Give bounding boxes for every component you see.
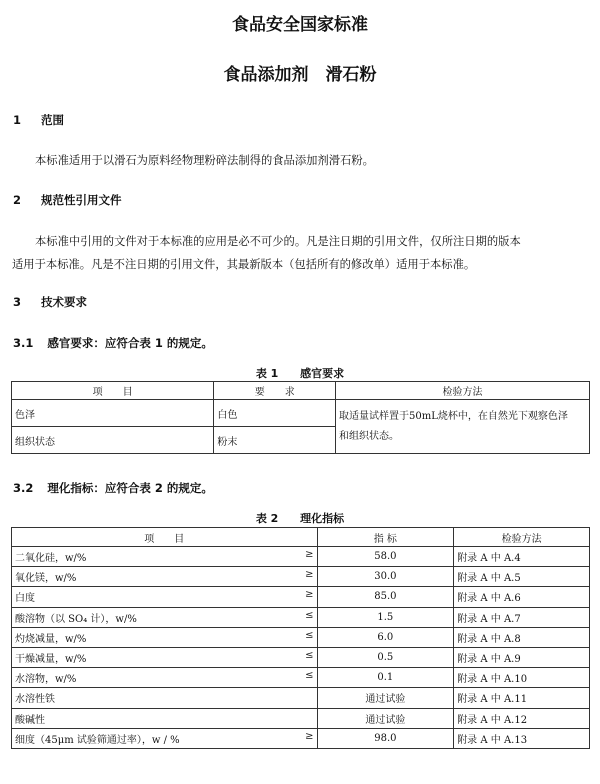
method-cell [336, 400, 590, 454]
table-row [12, 668, 590, 688]
table-2-caption [0, 510, 600, 526]
section-number: 2 [13, 193, 22, 207]
table-number: 表 2 [255, 512, 279, 525]
table-header-row [12, 528, 590, 547]
item-label: 灼烧减量，w/% [15, 633, 87, 645]
table-row [12, 708, 590, 728]
item-label: 酸溶物（以 SO₄ 计），w/% [15, 613, 137, 625]
table-2 [11, 527, 590, 749]
section-1-text: 本标准适用于以滑石为原料经物理粉碎法制得的食品添加剂滑石粉。 [35, 154, 374, 167]
item-label: 细度（45μm 试验筛通过率），w / % [15, 734, 180, 746]
section-number: 3.2 [13, 481, 34, 495]
section-title: 范围 [41, 113, 65, 127]
item-cell [12, 708, 318, 728]
item-cell [12, 627, 318, 647]
item-cell [12, 607, 318, 627]
method-cell: 附录 A 中 A.4 [454, 547, 590, 567]
item-label: 水溶性铁 [15, 694, 55, 706]
table-header-row [12, 382, 590, 400]
comparison-symbol: ≥ [305, 730, 314, 742]
section-number: 3.1 [13, 336, 34, 350]
column-header: 指 标 [317, 528, 454, 547]
value-cell: 0.1 [317, 668, 454, 688]
table-row [12, 647, 590, 667]
requirement-cell: 白色 [214, 400, 336, 427]
item-cell [12, 567, 318, 587]
item-cell [12, 728, 318, 748]
section-text: 理化指标：应符合表 2 的规定。 [47, 481, 213, 495]
item-cell [12, 688, 318, 708]
section-title: 规范性引用文件 [41, 193, 122, 207]
value-cell: 98.0 [317, 728, 454, 748]
section-3-heading [13, 294, 87, 310]
section-text: 感官要求：应符合表 1 的规定。 [47, 336, 213, 350]
comparison-symbol: ≤ [305, 670, 314, 682]
comparison-symbol: ≥ [305, 589, 314, 601]
value-cell: 1.5 [317, 607, 454, 627]
section-1-heading [13, 112, 64, 128]
value-cell: 30.0 [317, 567, 454, 587]
item-cell [12, 647, 318, 667]
method-cell: 附录 A 中 A.12 [454, 708, 590, 728]
table-number: 表 1 [255, 367, 279, 380]
value-cell: 通过试验 [317, 688, 454, 708]
column-header: 项 目 [12, 528, 318, 547]
section-number: 3 [13, 295, 22, 309]
item-label: 白度 [15, 593, 35, 605]
item-label: 酸碱性 [15, 714, 45, 726]
comparison-symbol: ≤ [305, 629, 314, 641]
section-2-text-line2: 适用于本标准。凡是不注日期的引用文件，其最新版本（包括所有的修改单）适用于本标准。 [12, 258, 476, 271]
comparison-symbol: ≥ [305, 569, 314, 581]
column-header: 要 求 [214, 382, 336, 400]
section-2-text-line1: 本标准中引用的文件对于本标准的应用是必不可少的。凡是注日期的引用文件，仅所注日期的版本 [35, 235, 521, 248]
section-2-heading [13, 192, 122, 208]
document-title: 食品安全国家标准 [232, 15, 368, 35]
table-title: 感官要求 [300, 367, 345, 380]
method-cell: 附录 A 中 A.7 [454, 607, 590, 627]
table-row [12, 607, 590, 627]
method-cell: 附录 A 中 A.9 [454, 647, 590, 667]
method-cell: 附录 A 中 A.13 [454, 728, 590, 748]
value-cell: 通过试验 [317, 708, 454, 728]
table-row [12, 400, 590, 427]
table-row [12, 728, 590, 748]
table-row [12, 627, 590, 647]
method-cell: 附录 A 中 A.8 [454, 627, 590, 647]
item-cell: 色泽 [12, 400, 214, 427]
section-number: 1 [13, 113, 22, 127]
column-header: 检验方法 [454, 528, 590, 547]
item-cell [12, 587, 318, 607]
table-1 [11, 381, 590, 454]
comparison-symbol: ≥ [305, 549, 314, 561]
table-row [12, 567, 590, 587]
method-cell: 附录 A 中 A.5 [454, 567, 590, 587]
section-3-1-heading [13, 335, 213, 351]
comparison-symbol: ≤ [305, 609, 314, 621]
item-label: 干燥减量，w/% [15, 654, 87, 666]
method-cell: 附录 A 中 A.11 [454, 688, 590, 708]
value-cell: 85.0 [317, 587, 454, 607]
table-row [12, 587, 590, 607]
document-subtitle: 食品添加剂 滑石粉 [223, 65, 377, 85]
comparison-symbol: ≤ [305, 650, 314, 662]
item-cell [12, 668, 318, 688]
table-title: 理化指标 [300, 512, 345, 525]
table-1-caption [0, 365, 600, 381]
column-header: 检验方法 [336, 382, 590, 400]
item-label: 氧化镁，w/% [15, 573, 77, 585]
table-row [12, 688, 590, 708]
requirement-cell: 粉末 [214, 427, 336, 454]
table-row [12, 547, 590, 567]
method-line: 和组织状态。 [339, 430, 400, 442]
method-cell: 附录 A 中 A.6 [454, 587, 590, 607]
section-title: 技术要求 [41, 295, 88, 309]
item-label: 二氧化硅，w/% [15, 553, 87, 565]
method-line: 取适量试样置于50mL烧杯中，在自然光下观察色泽 [339, 410, 568, 422]
item-cell: 组织状态 [12, 427, 214, 454]
column-header: 项 目 [12, 382, 214, 400]
section-3-2-heading [13, 480, 213, 496]
item-cell [12, 547, 318, 567]
value-cell: 0.5 [317, 647, 454, 667]
item-label: 水溶物，w/% [15, 674, 77, 686]
method-cell: 附录 A 中 A.10 [454, 668, 590, 688]
value-cell: 58.0 [317, 547, 454, 567]
value-cell: 6.0 [317, 627, 454, 647]
